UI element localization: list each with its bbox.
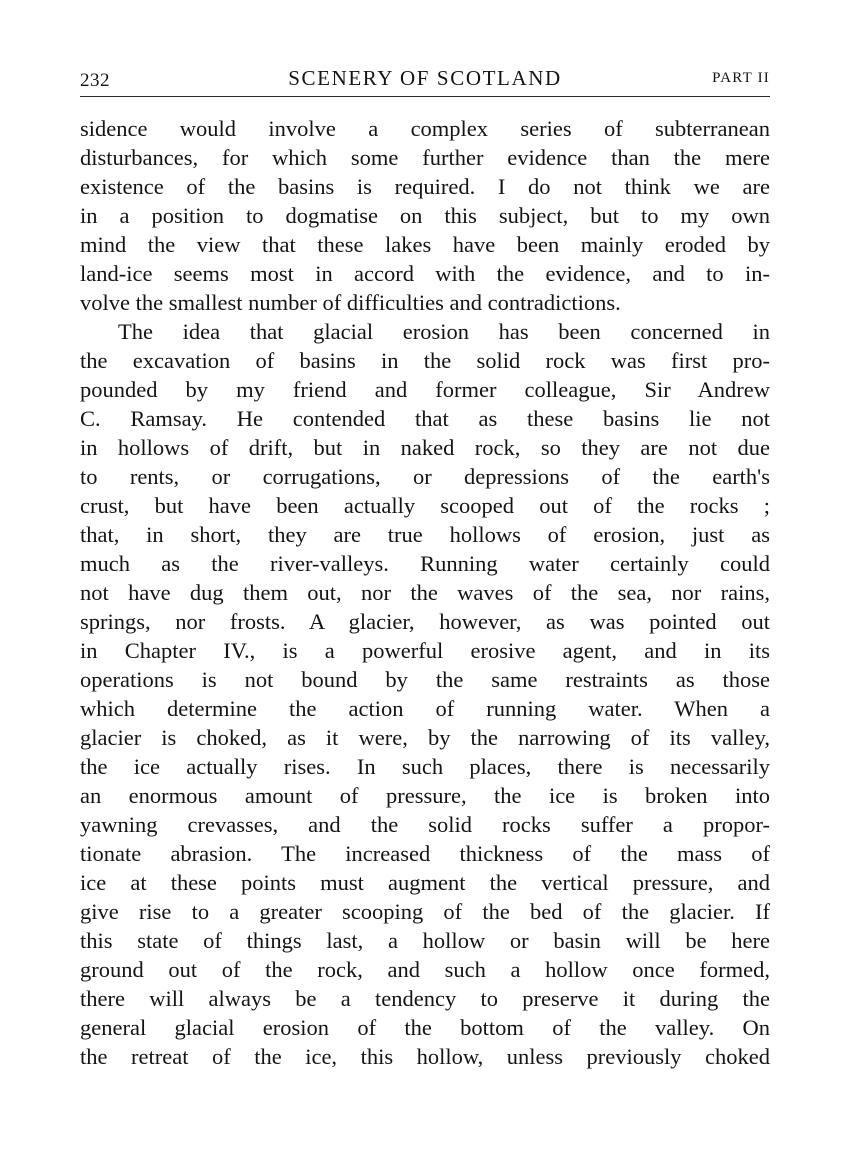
text-line: C. Ramsay. He contended that as these basins lie not xyxy=(80,406,770,431)
text-line: operations is not bound by the same restraints as those xyxy=(80,667,770,692)
text-line: the retreat of the ice, this hollow, unless previously choked xyxy=(80,1044,770,1069)
text-line: in hollows of drift, but in naked rock, so they are not due xyxy=(80,435,770,460)
text-line: crust, but have been actually scooped out of the rocks ; xyxy=(80,493,770,518)
page-number: 232 xyxy=(80,70,110,91)
text-line: sidence would involve a complex series of subterranean xyxy=(80,116,770,141)
text-line: that, in short, they are true hollows of erosion, just as xyxy=(80,522,770,547)
part-label: PART II xyxy=(712,70,770,86)
running-title: SCENERY OF SCOTLAND xyxy=(288,66,562,90)
text-line: glacier is choked, as it were, by the narrowing of its valley, xyxy=(80,725,770,750)
text-line: tionate abrasion. The increased thickness of the mass of xyxy=(80,841,770,866)
text-line: much as the river-valleys. Running water certainly could xyxy=(80,551,770,576)
text-line: existence of the basins is required. I do not think we are xyxy=(80,174,770,199)
body-text xyxy=(80,114,770,1071)
text-line: ground out of the rock, and such a hollow once formed, xyxy=(80,957,770,982)
text-line: ice at these points must augment the vertical pressure, and xyxy=(80,870,770,895)
paragraph-start-line: The idea that glacial erosion has been concerned in xyxy=(118,319,770,344)
text-line: there will always be a tendency to preserve it during the xyxy=(80,986,770,1011)
text-line: yawning crevasses, and the solid rocks suffer a propor- xyxy=(80,812,770,837)
running-head xyxy=(80,62,770,92)
text-line: springs, nor frosts. A glacier, however, as was pointed out xyxy=(80,609,770,634)
text-line: mind the view that these lakes have been mainly eroded by xyxy=(80,232,770,257)
text-line: disturbances, for which some further evidence than the mere xyxy=(80,145,770,170)
paragraph-end-line: volve the smallest number of difficulties and contradictions. xyxy=(80,290,621,315)
text-line: in a position to dogmatise on this subject, but to my own xyxy=(80,203,770,228)
text-line: not have dug them out, nor the waves of the sea, nor rains, xyxy=(80,580,770,605)
text-line: land-ice seems most in accord with the evidence, and to in- xyxy=(80,261,770,286)
text-line: give rise to a greater scooping of the bed of the glacier. If xyxy=(80,899,770,924)
header-rule xyxy=(80,96,770,97)
text-line: in Chapter IV., is a powerful erosive agent, and in its xyxy=(80,638,770,663)
text-line: pounded by my friend and former colleague, Sir Andrew xyxy=(80,377,770,402)
text-line: general glacial erosion of the bottom of the valley. On xyxy=(80,1015,770,1040)
text-line: the ice actually rises. In such places, there is necessarily xyxy=(80,754,770,779)
text-line: to rents, or corrugations, or depressions of the earth's xyxy=(80,464,770,489)
text-line: the excavation of basins in the solid rock was first pro- xyxy=(80,348,770,373)
text-line: which determine the action of running water. When a xyxy=(80,696,770,721)
text-line: an enormous amount of pressure, the ice is broken into xyxy=(80,783,770,808)
text-line: this state of things last, a hollow or basin will be here xyxy=(80,928,770,953)
